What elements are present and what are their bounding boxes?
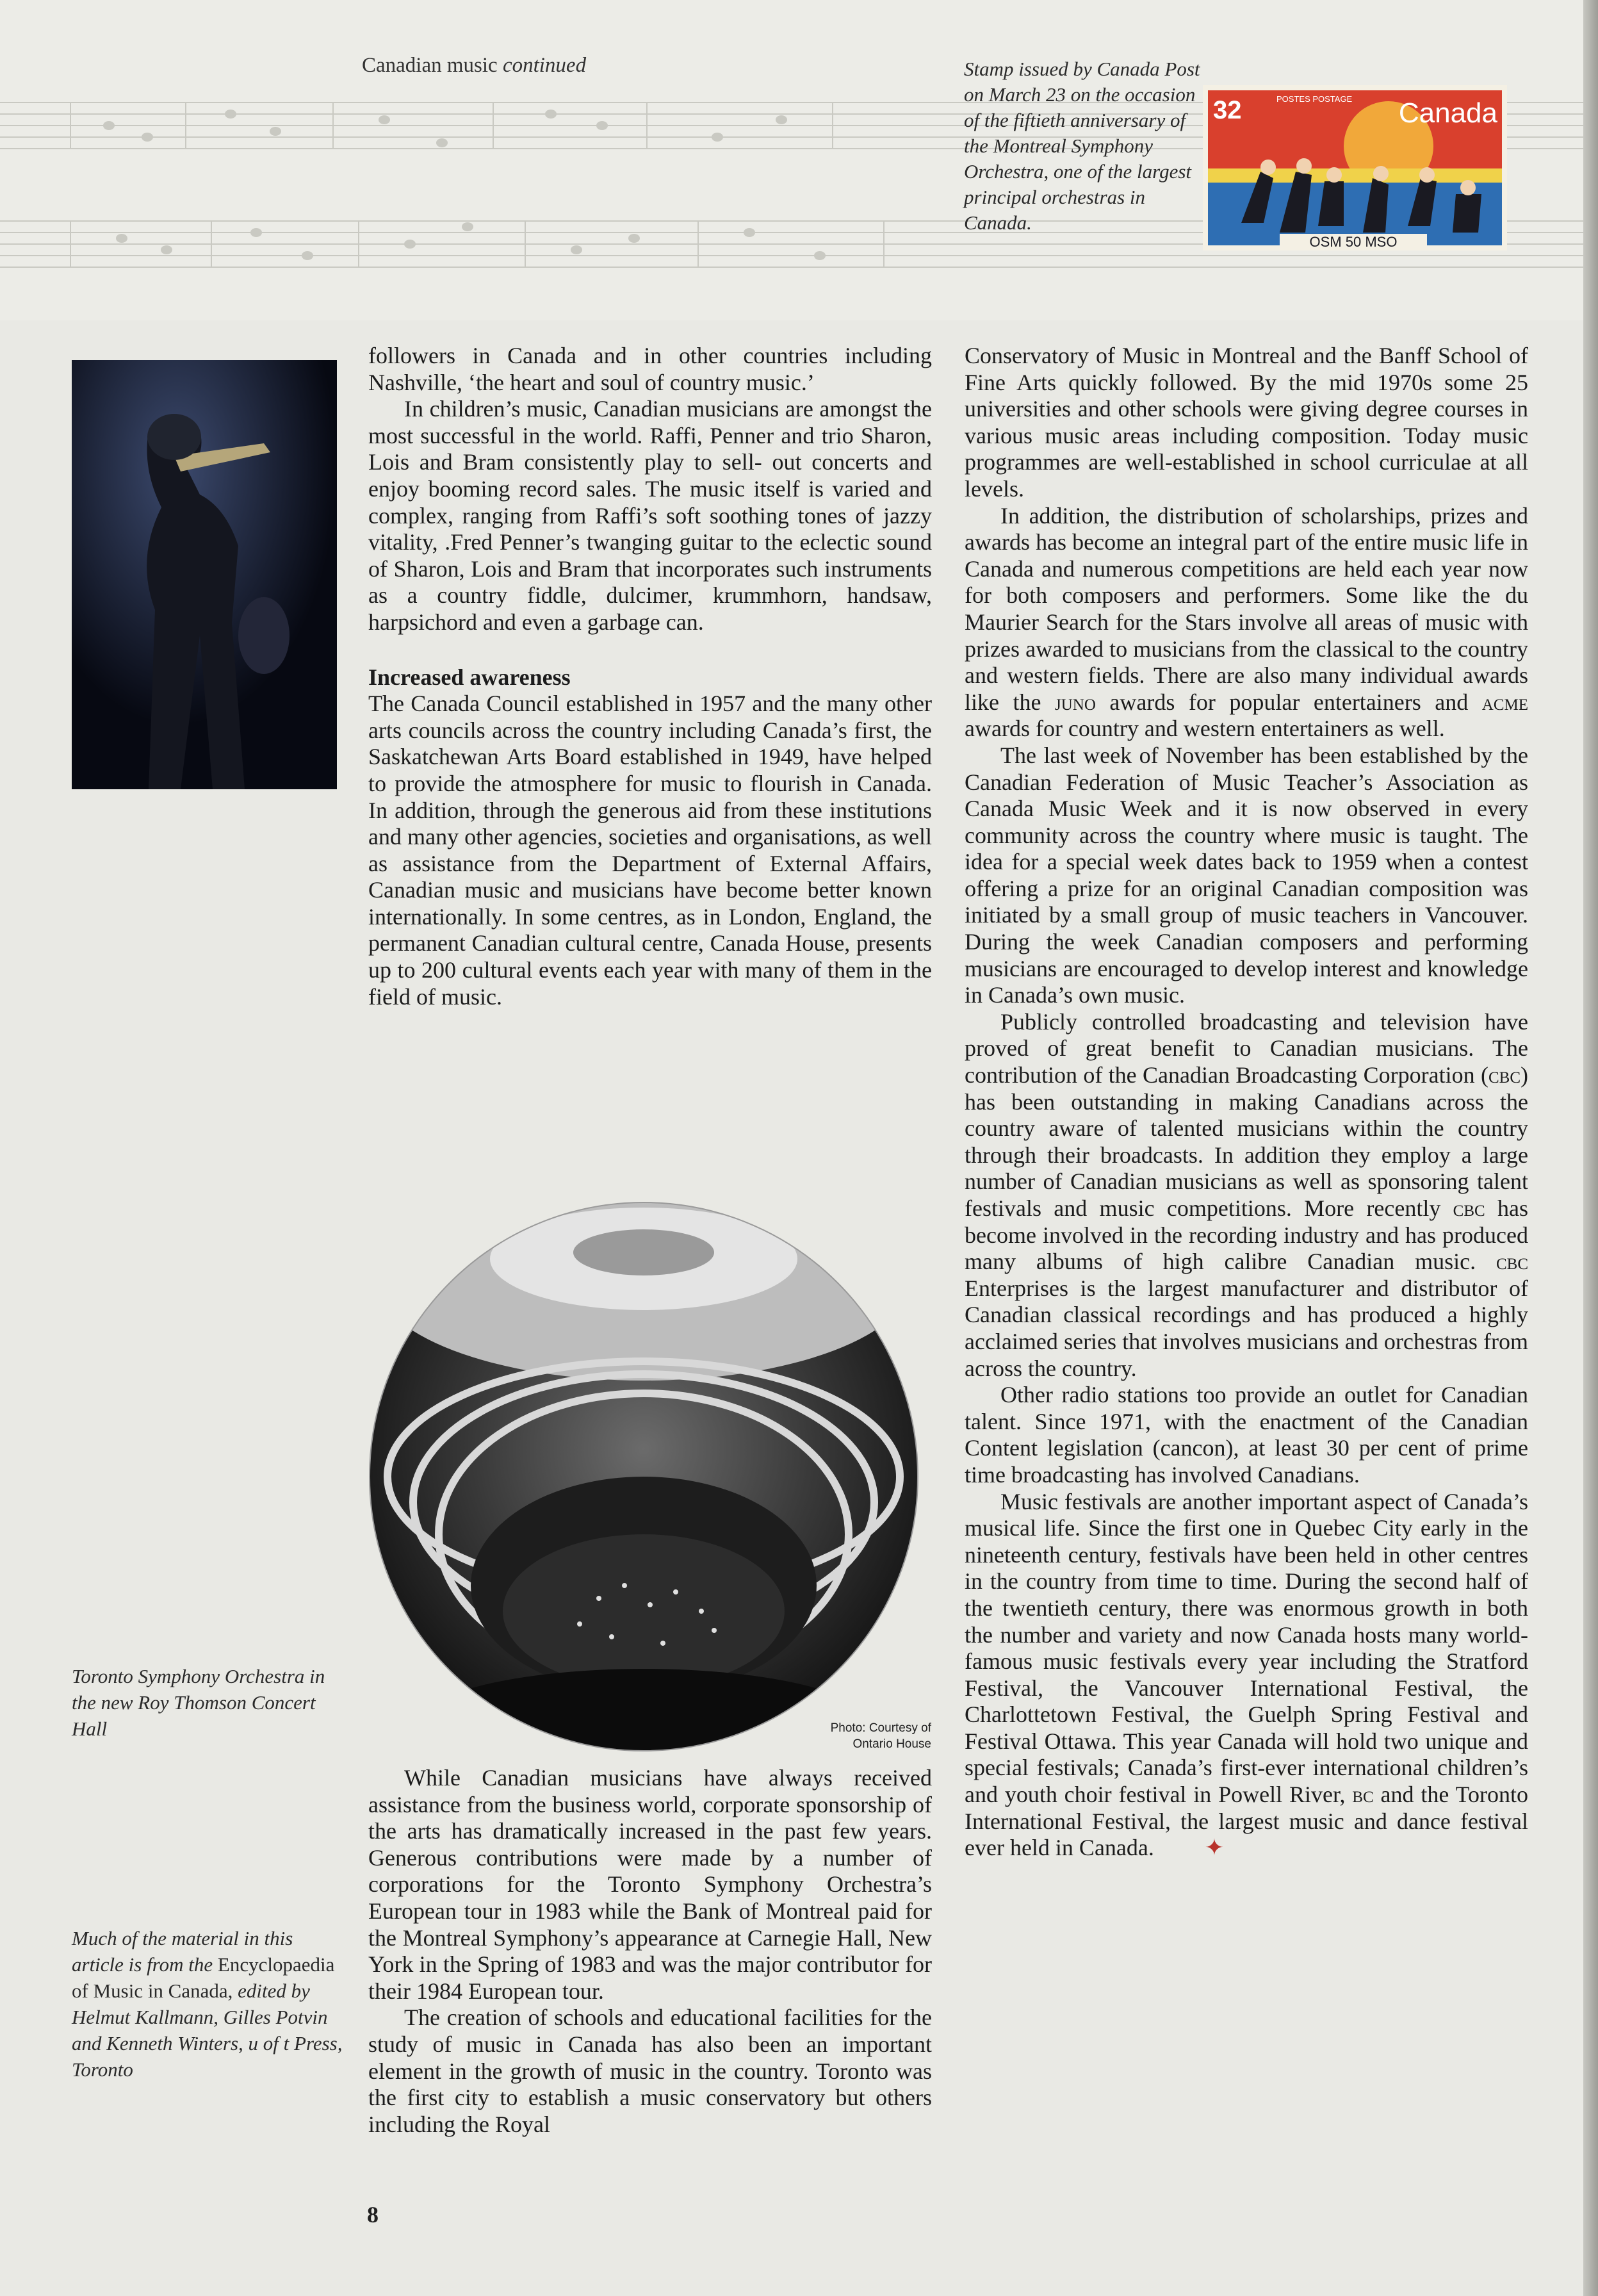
paragraph: Publicly controlled broadcasting and television have proved of great benefit to Canadian musicians. The contribution of the Canadian Broadcasting Corporation (cbc) has been outstanding in making Canadians across the country aware of talented musicians within the country through their broadcasts. In addition they employ a large number of Canadian musicians as well as sponsoring talent festivals and music competitions. More recently cbc has become involved in the recording industry and has produced many albums of high calibre Canadian music. cbc Enterprises is the largest manufacturer and distributor of Canadian classical recordings and has produced a highly acclaimed series that involves musicians and orchestras from across the country. [965,1008,1529,1381]
paragraph: In children’s music, Canadian musicians are amongst the most successful in the world. Raffi, Penner and trio Sharon, Lois and Bram consistently play to sell- out concerts and enjoy booming record sales. The music itself is varied and complex, ranging from Raffi’s soft soothing tones of jazzy vitality, .Fred Penner’s twanging guitar to the eclectic sound of Sharon, Lois and Bram that incorporates such instruments as a country fiddle, dulcimer, krummhorn, handsaw, harpsichord and even a garbage can. [368,396,932,635]
column-2 [965,343,1528,1862]
paragraph: The Canada Council established in 1957 and the many other arts councils across the country including Canada’s first, the Saskatchewan Arts Board established in 1949, have helped to provide the atmosphere for music to flourish in Canada. In addition, through the generous aid from these institutions and many other agencies, societies and organisations, as well as assistance from the Department of External Affairs, Canadian music and musicians have become better known internationally. In some centres, as in London, England, the permanent Canadian cultural centre, Canada House, presents up to 200 cultural events each year with many of them in the field of music. [368,691,932,1010]
acme-abbr: acme [1481,689,1529,715]
juno-abbr: juno [1055,689,1096,715]
photo-credit: Photo: Courtesy of Ontario House [830,1721,931,1751]
column-1-bottom [368,1765,932,2138]
column-1-top [368,343,932,1010]
stamp-caption: Stamp issued by Canada Post on March 23 on the occasion of the fiftieth anniversary of the Montreal Symphony Orchestra, one of the largest principal orchestras in Canada. [964,58,1200,234]
stamp-denomination: 32 [1213,96,1242,124]
stamp-postes: POSTES POSTAGE [1276,94,1353,104]
stamp-image [1203,85,1507,250]
performer-photo [72,360,337,789]
stamp-country: Canada [1398,97,1497,129]
paragraph: Conservatory of Music in Montreal and the Banff School of Fine Arts quickly followed. By the mid 1970s some 25 universities and other schools were giving degree courses in various music areas including composition. Today music programmes are well-established in school curriculae at all levels. [965,343,1528,502]
maple-leaf-icon: ✦ [1204,1835,1225,1861]
paragraph: followers in Canada and in other countries including Nashville, ‘the heart and soul of country music.’ [368,343,932,395]
section-heading: Increased awareness [368,664,571,690]
paragraph: While Canadian musicians have always received assistance from the business world, corporate sponsorship of the arts has dramatically increased in the past few years. Generous contributions were made by a number of corporations for the Toronto Symphony Orchestra’s European tour in 1983 while the Bank of Montreal paid for the Montreal Symphony’s appearance at Carnegie Hall, New York in the Spring of 1983 and was the major contributor for their 1984 European tour. [368,1765,932,2004]
paragraph: The creation of schools and educational facilities for the study of music in Canada has also been an important element in the growth of music in the country. Toronto was the first city to establish a music conservatory but others including the Royal [368,2005,932,2137]
running-head: Canadian music continued [362,54,587,77]
stamp-legend: OSM 50 MSO [1309,234,1398,250]
page-edge [1583,0,1598,2296]
paragraph: Other radio stations too provide an outlet for Canadian talent. Since 1971, with the enactment of the Canadian Content legislation (cancon), at least 30 per cent of prime time broadcasting has involved Canadians. [965,1382,1528,1488]
paragraph: In addition, the distribution of scholarships, prizes and awards has become an integral part of the entire music life in Canada and numerous competitions are held each year now for both composers and performers. Some like the du Maurier Search for the Stars involve all areas of music with prizes awarded to musicians from the classical to the country and western fields. There are also many individual awards like the juno awards for popular entertainers and acme awards for country and western entertainers as well. [965,502,1529,742]
paragraph: The last week of November has been established by the Canadian Federation of Music Teacher’s Association as Canada Music Week and it is now observed in every community across the country where music is taught. The idea for a special week dates back to 1959 when a contest offering a prize for an original Canadian composition was initiated by a small group of music teachers in Vancouver. During the week Canadian composers and performing musicians are encouraged to develop interest and knowledge in Canada’s own music. [965,742,1528,1008]
concert-hall-photo [368,1201,919,1752]
source-note: Much of the material in this article is from the Encyclopaedia of Music in Canada, edited by Helmut Kallmann, Gilles Potvin and Kenneth Winters, u of t Press, Toronto [72,1927,343,2081]
page-number: 8 [367,2202,379,2227]
hall-photo-caption: Toronto Symphony Orchestra in the new Roy Thomson Concert Hall [72,1665,325,1740]
paragraph: Music festivals are another important aspect of Canada’s musical life. Since the first one in Quebec City early in the nineteenth century, festivals have been held in other centres in the country from time to time. During the second half of the twentieth century, there was enormous growth in both the number and variety and now Canada hosts many world-famous music festivals every year including the Stratford Festival, the Vancouver International Festival, the Charlottetown Festival, the Guelph Spring Festival and Festival Ottawa. This year Canada will hold two unique and special festivals; Canada’s first-ever international children’s and youth choir festival in Powell River, bc and the Toronto International Festival, the largest music and dance festival ever held in Canada. ✦ [965,1488,1529,1861]
